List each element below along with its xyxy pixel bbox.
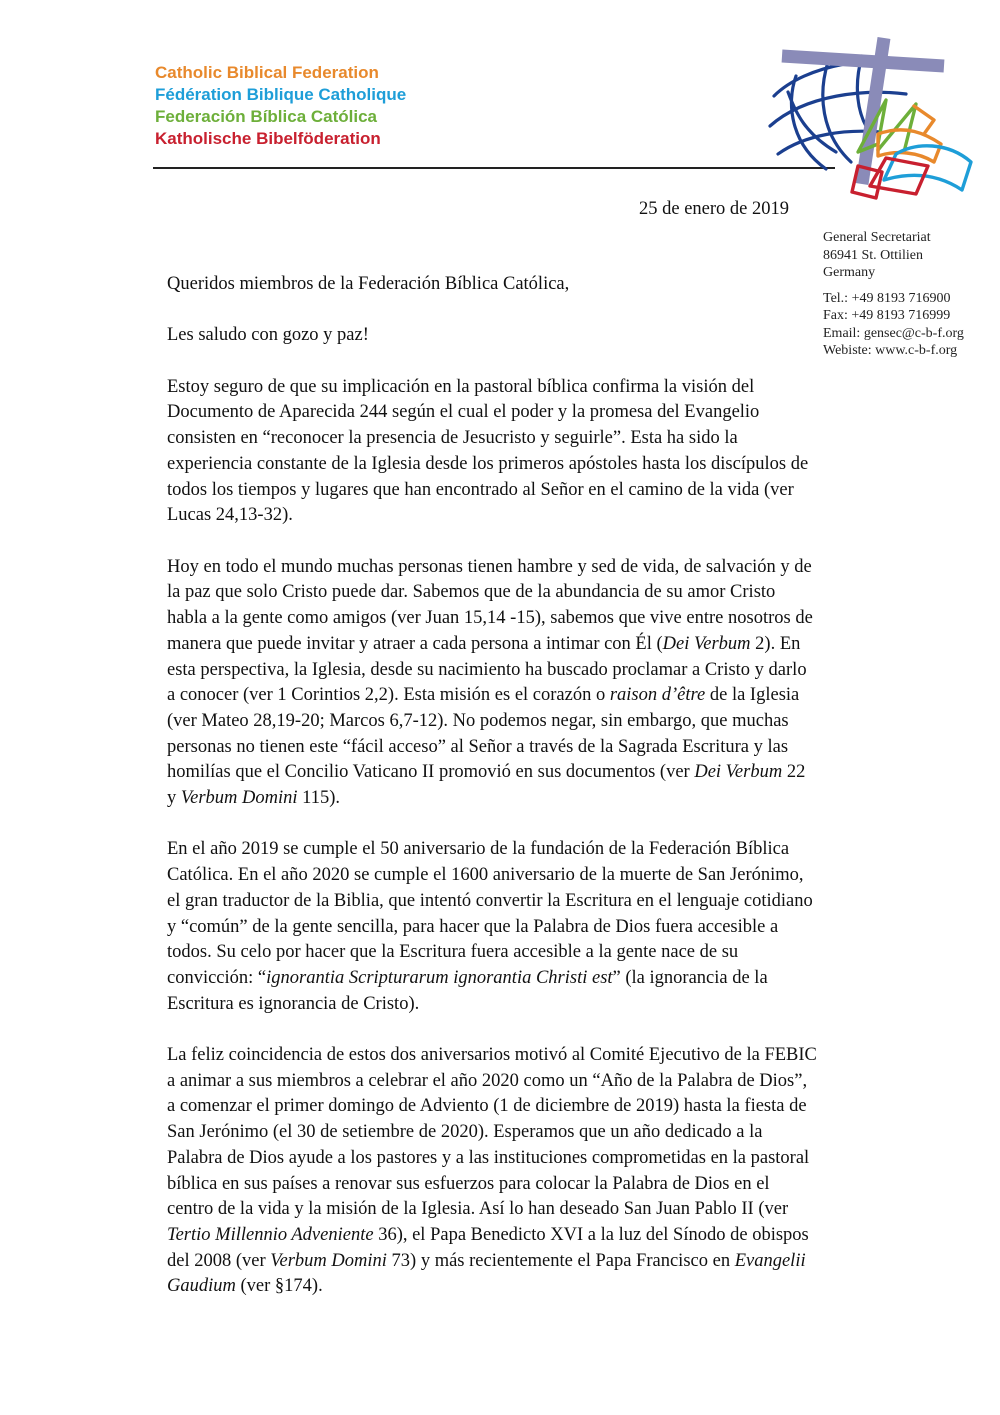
sender-info [823, 229, 964, 360]
email-line: Email: gensec@c-b-f.org [823, 325, 964, 341]
fax-line: Fax: +49 8193 716999 [823, 308, 951, 323]
address-line: Germany [823, 265, 876, 280]
header-divider [153, 167, 835, 169]
paragraph-3: En el año 2019 se cumple el 50 aniversario de la fundación de la Federación Bíblica Católica. En el año 2020 se cumple el 1600 aniversario de la muerte de San Jerónimo, el gran traductor de la Biblia, que intentó convertir la Escritura en el lenguaje cotidiano y “común” de la gente sencilla, para hacer que la Palabra de Dios fuera accesible a todos. Su celo por hacer que la Escritura fuera accesible a la gente nace de su convicción: “ignorantia Scripturarum ignorantia Christi est” (la ignorancia de la Escritura es ignorancia de Cristo). [167, 839, 813, 1014]
org-name-french: Fédération Biblique Catholique [155, 85, 407, 104]
greeting: Les saludo con gozo y paz! [167, 325, 369, 346]
letter-date: 25 de enero de 2019 [639, 199, 790, 219]
org-name-german: Katholische Bibelföderation [155, 129, 381, 148]
paragraph-2: Hoy en todo el mundo muchas personas tienen hambre y sed de vida, de salvación y de la paz que solo Cristo puede dar. Sabemos que de la abundancia de su amor Cristo habla a la gente como amigos (ver Juan 15,14 -15), sabemos que vive entre nosotros de manera que puede invitar y atraer a cada persona a intimar con Él (Dei Verbum 2). En esta perspectiva, la Iglesia, desde su nacimiento ha buscado proclamar a Cristo y darlo a conocer (ver 1 Corintios 2,2). Esta misión es el corazón o raison d’être de la Iglesia (ver Mateo 28,19-20; Marcos 6,7-12). No podemos negar, sin embargo, que muchas personas no tienen este “fácil acceso” al Señor a través de la Sagrada Escritura y las homilías que el Concilio Vaticano II promovió en sus documentos (ver Dei Verbum 22 y Verbum Domini 115). [167, 556, 813, 809]
organization-names [155, 62, 406, 150]
paragraph-1: Estoy seguro de que su implicación en la pastoral bíblica confirma la visión del Documento de Aparecida 244 según el cual el poder y la promesa del Evangelio consisten en “reconocer la presencia de Jesucristo y seguirle”. Esta ha sido la experiencia constante de la Iglesia desde los primeros apóstoles hasta los discípulos de todos los tiempos y lugares que han encontrado al Señor en el camino de la vida (ver Lucas 24,13-32). [167, 376, 809, 526]
paragraph-4: La feliz coincidencia de estos dos aniversarios motivó al Comité Ejecutivo de la FEBIC a animar a sus miembros a celebrar el año 2020 como un “Año de la Palabra de Dios”, a comenzar el primer domingo de Adviento (1 de diciembre de 2019) hasta la fiesta de San Jerónimo (el 30 de setiembre de 2020). Esperamos que un año dedicado a la Palabra de Dios ayude a los pastores y a las instituciones comprometidas en la pastoral bíblica en sus países a renovar sus esfuerzos para colocar la Palabra de Dios en el centro de la vida y la misión de la Iglesia. Así lo han deseado San Juan Pablo II (ver Tertio Millennio Adveniente 36), el Papa Benedicto XVI a la luz del Sínodo de obispos del 2008 (ver Verbum Domini 73) y más recientemente el Papa Francisco en Evangelii Gaudium (ver §174). [167, 1045, 817, 1297]
address-line: General Secretariat [823, 230, 931, 245]
cbf-logo-icon [766, 34, 981, 204]
address-line: 86941 St. Ottilien [823, 247, 923, 263]
website-line: Webiste: www.c-b-f.org [823, 343, 958, 358]
org-name-english: Catholic Biblical Federation [155, 63, 379, 82]
org-name-spanish: Federación Bíblica Católica [155, 107, 378, 126]
phone-line: Tel.: +49 8193 716900 [823, 290, 951, 306]
letter-body [167, 272, 817, 1326]
salutation: Queridos miembros de la Federación Bíblica Católica, [167, 274, 570, 294]
